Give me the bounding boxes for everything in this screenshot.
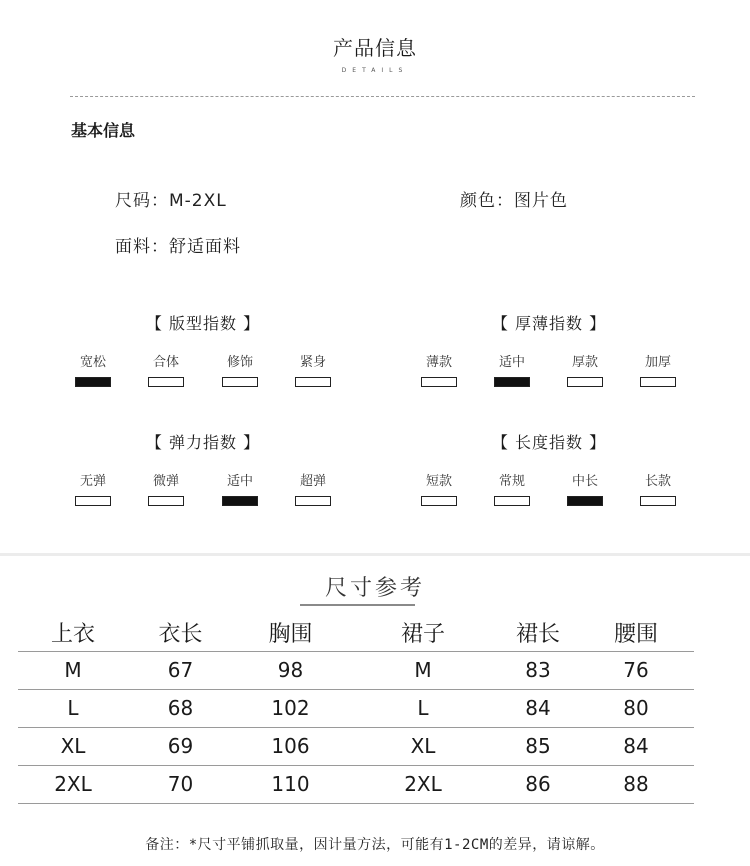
page-title: 产品信息: [333, 36, 417, 60]
length-option: [565, 473, 605, 506]
table-cell: 106: [233, 727, 348, 765]
thickness-option-box: [567, 377, 603, 387]
header-waist: 腰围: [578, 614, 694, 651]
table-cell: M: [18, 651, 128, 689]
color-info: 颜色：图片色: [460, 191, 568, 211]
elasticity-option: [73, 473, 113, 506]
table-cell: 98: [233, 651, 348, 689]
elasticity-option-label: 超弹: [299, 474, 326, 489]
thickness-option: [638, 354, 678, 387]
length-option-box: [640, 496, 676, 506]
length-option-label: 常规: [498, 474, 525, 489]
table-cell: 76: [578, 651, 694, 689]
header-top-length: 衣长: [128, 614, 233, 651]
header-skirt: 裙子: [348, 614, 498, 651]
fit-option-box: [222, 377, 258, 387]
length-option-label: 短款: [425, 474, 452, 489]
table-cell: 70: [128, 765, 233, 803]
elasticity-option-box: [75, 496, 111, 506]
elasticity-option: [220, 473, 260, 506]
size-title-underline: [300, 604, 415, 606]
table-cell: 83: [498, 651, 578, 689]
table-cell: 85: [498, 727, 578, 765]
cropped-text-fragment: [190, 860, 560, 866]
page-subtitle: DETAILS: [341, 67, 409, 74]
table-cell: 102: [233, 689, 348, 727]
section-divider: [0, 553, 750, 556]
table-row: [18, 689, 694, 727]
elasticity-option-label: 微弹: [152, 474, 179, 489]
fit-option-label: 紧身: [299, 355, 326, 370]
fit-option: [146, 354, 186, 387]
fit-option-box: [148, 377, 184, 387]
thickness-option-label: 薄款: [425, 355, 452, 370]
table-cell: XL: [348, 727, 498, 765]
length-option-box-selected: [567, 496, 603, 506]
fit-option-box-selected: [75, 377, 111, 387]
table-cell: 80: [578, 689, 694, 727]
dotted-divider: [70, 96, 695, 97]
table-cell: 67: [128, 651, 233, 689]
length-option-box: [421, 496, 457, 506]
fit-option-label: 宽松: [79, 355, 106, 370]
fabric-info: 面料：舒适面料: [115, 237, 241, 257]
table-cell: 69: [128, 727, 233, 765]
length-index-title: 【 长度指数 】: [491, 433, 607, 452]
elasticity-option-label: 适中: [226, 474, 253, 489]
header-chest: 胸围: [233, 614, 348, 651]
table-cell: 84: [498, 689, 578, 727]
length-option-label: 长款: [644, 474, 671, 489]
table-cell: L: [348, 689, 498, 727]
size-info: 尺码：M-2XL: [115, 191, 227, 211]
fit-option-box: [295, 377, 331, 387]
thickness-option-label: 厚款: [571, 355, 598, 370]
elasticity-option-box: [148, 496, 184, 506]
size-chart-title: 尺寸参考: [324, 576, 425, 601]
thickness-index-title: 【 厚薄指数 】: [491, 314, 607, 333]
elasticity-option-box: [295, 496, 331, 506]
table-cell: 110: [233, 765, 348, 803]
size-table: [18, 614, 694, 804]
length-option-label: 中长: [571, 474, 598, 489]
fit-option: [293, 354, 333, 387]
length-option: [419, 473, 459, 506]
header-top: 上衣: [18, 614, 128, 651]
table-row: [18, 765, 694, 803]
elasticity-option-box-selected: [222, 496, 258, 506]
elasticity-option: [146, 473, 186, 506]
size-note: 备注：*尺寸平铺抓取量，因计量方法，可能有1-2CM的差异，请谅解。: [145, 837, 605, 853]
table-cell: 88: [578, 765, 694, 803]
elasticity-option-label: 无弹: [79, 474, 106, 489]
table-cell: L: [18, 689, 128, 727]
thickness-option: [492, 354, 532, 387]
length-option: [638, 473, 678, 506]
length-option-box: [494, 496, 530, 506]
fit-option: [73, 354, 113, 387]
thickness-option-box-selected: [494, 377, 530, 387]
table-cell: XL: [18, 727, 128, 765]
thickness-option: [419, 354, 459, 387]
thickness-option-box: [421, 377, 457, 387]
fit-index-title: 【 版型指数 】: [145, 314, 261, 333]
size-table-header-row: [18, 614, 694, 651]
length-option: [492, 473, 532, 506]
table-row: [18, 727, 694, 765]
thickness-option-label: 加厚: [644, 355, 671, 370]
table-row: [18, 651, 694, 689]
thickness-option-box: [640, 377, 676, 387]
fit-option-label: 合体: [152, 355, 179, 370]
fit-option: [220, 354, 260, 387]
table-cell: 2XL: [348, 765, 498, 803]
table-cell: 2XL: [18, 765, 128, 803]
table-cell: 84: [578, 727, 694, 765]
thickness-option-label: 适中: [498, 355, 525, 370]
fit-option-label: 修饰: [226, 355, 253, 370]
thickness-option: [565, 354, 605, 387]
table-cell: 68: [128, 689, 233, 727]
elasticity-index-title: 【 弹力指数 】: [145, 433, 261, 452]
header-skirt-length: 裙长: [498, 614, 578, 651]
elasticity-option: [293, 473, 333, 506]
table-cell: M: [348, 651, 498, 689]
table-cell: 86: [498, 765, 578, 803]
basic-info-heading: 基本信息: [71, 121, 136, 140]
